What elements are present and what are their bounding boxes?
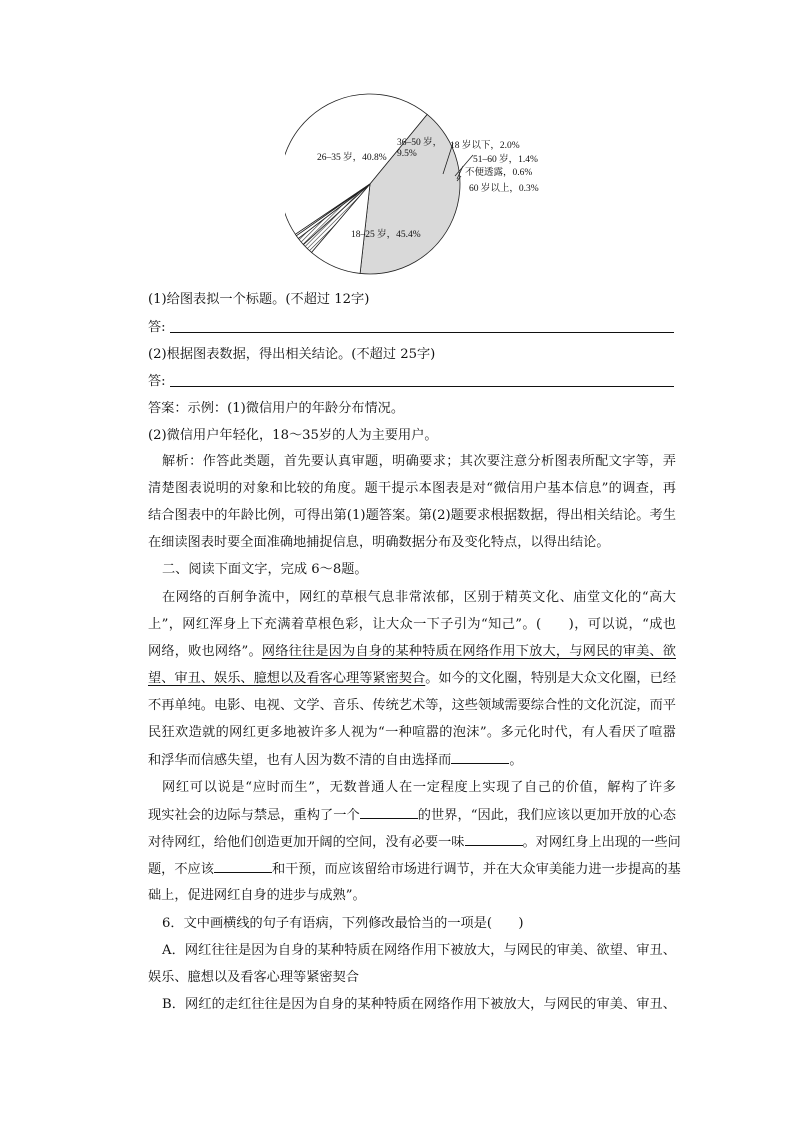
passage-line <box>148 805 676 826</box>
option-a[interactable]: A．网红往往是因为自身的某种特质在网络作用下被放大，与网民的审美、欲望、审丑、 <box>162 943 676 958</box>
answer-line-1[interactable] <box>170 332 674 333</box>
question-2: (2)根据图表数据，得出相关结论。(不超过 25字) <box>148 347 436 362</box>
passage-text: 。如今的文化圈，特别是大众文化圈，已经 <box>425 671 677 686</box>
answer-line-2[interactable] <box>170 386 674 387</box>
passage-line <box>148 859 681 880</box>
passage-text: 。 <box>509 753 523 768</box>
option-a-cont: 娱乐、臆想以及看客心理等紧密契合 <box>148 970 359 985</box>
pie-label-51-60: 51–60 岁，1.4% <box>473 155 538 165</box>
fill-blank[interactable] <box>451 750 509 764</box>
passage-line: 上”，网红浑身上下充满着草根色彩，让大众一下子引为“知己”。( )，可以说，“成也 <box>148 617 676 632</box>
analysis-line: 解析：作答此类题，首先要认真审题，明确要求；其次要注意分析图表所配文字等，弄 <box>162 454 676 469</box>
fill-blank[interactable] <box>214 859 272 873</box>
answer-text-2: (2)微信用户年轻化，18～35岁的人为主要用户。 <box>148 428 438 443</box>
section-heading: 二、阅读下面文字，完成 6～8题。 <box>162 562 368 577</box>
question-6: 6．文中画横线的句子有语病，下列修改最恰当的一项是( ) <box>162 916 524 931</box>
option-b[interactable]: B．网红的走红往往是因为自身的某种特质在网络作用下被放大，与网民的审美、审丑、 <box>162 997 676 1012</box>
passage-line <box>148 750 523 771</box>
analysis-line: 清楚图表说明的对象和比较的角度。题干提示本图表是对“微信用户基本信息”的调查，再 <box>148 481 676 496</box>
passage-text: 和干预，而应该留给市场进行调节，并在大众审美能力进一步提高的基 <box>271 862 681 877</box>
fill-blank[interactable] <box>465 832 523 846</box>
pie-label-18-25: 18–25 岁，45.4% <box>351 230 421 240</box>
passage-line: 网红可以说是“应时而生”，无数普通人在一定程度上实现了自己的价值，解构了许多 <box>162 780 676 795</box>
passage-text: 的世界，“因此，我们应该以更加开放的心态 <box>417 808 676 823</box>
pie-label-undisclosed: 不便透露，0.6% <box>465 168 533 178</box>
answer-text-1: 答案：示例：(1)微信用户的年龄分布情况。 <box>148 401 405 416</box>
question-1: (1)给图表拟一个标题。(不超过 12字) <box>148 292 370 307</box>
age-pie-chart <box>285 88 585 288</box>
answer-label-1: 答: <box>148 320 166 335</box>
analysis-line: 在细读图表时要全面准确地捕捉信息，明确数据分布及变化特点，以得出结论。 <box>148 535 610 550</box>
passage-line <box>148 832 681 853</box>
passage-line: 民狂欢造就的网红更多地被许多人视为“一种喧嚣的泡沫”。多元化时代，有人看厌了喧嚣 <box>148 725 676 740</box>
answer-label-2: 答: <box>148 374 166 389</box>
passage-line: 在网络的百舸争流中，网红的草根气息非常浓郁，区别于精英文化、庙堂文化的“高大 <box>162 590 676 605</box>
passage-line: 础上，促进网红自身的进步与成熟”。 <box>148 888 366 903</box>
pie-label-36-50: 36–50 岁， <box>397 138 443 148</box>
passage-text: 和浮华而信感失望，也有人因为数不清的自由选择而 <box>148 753 452 768</box>
passage-text: 对待网红，给他们创造更加开阔的空间，没有必要一味 <box>148 835 465 850</box>
underlined-sentence: 网络往往是因为自身的某种特质在网络作用下放大，与网民的审美、欲 <box>261 644 676 659</box>
pie-label-36-50-pct: 9.5% <box>397 149 417 159</box>
passage-text: 。对网红身上出现的一些问 <box>522 835 681 850</box>
analysis-line: 结合图表中的年龄比例，可得出第(1)题答案。第(2)题要求根据数据，得出相关结论。考生 <box>148 508 676 523</box>
passage-line <box>148 642 676 662</box>
pie-label-26-35: 26–35 岁，40.8% <box>317 153 387 163</box>
underlined-sentence: 望、审丑、娱乐、臆想以及看客心理等紧密契合 <box>148 671 426 686</box>
pie-label-under-18: 18 岁以下，2.0% <box>450 141 520 151</box>
passage-line <box>148 669 676 689</box>
fill-blank[interactable] <box>360 805 418 819</box>
passage-text: 现实社会的边际与禁忌，重构了一个 <box>148 808 360 823</box>
passage-text: 题，不应该 <box>148 862 214 877</box>
pie-label-over-60: 60 岁以上，0.3% <box>469 184 539 194</box>
passage-text: 网络，败也网络”。 <box>148 644 262 659</box>
passage-line: 不再单纯。电影、电视、文学、音乐、传统艺术等，这些领域需要综合性的文化沉淀，而平 <box>148 698 676 713</box>
